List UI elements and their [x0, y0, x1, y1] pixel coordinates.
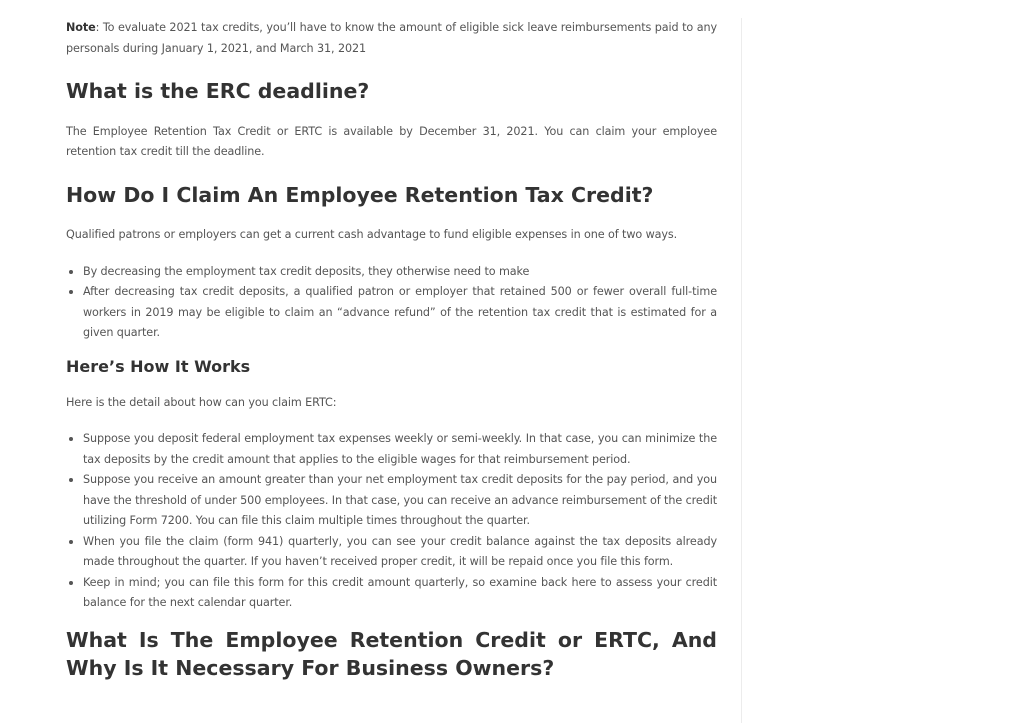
note-paragraph [66, 18, 717, 59]
how-it-works-list [66, 429, 717, 614]
how-to-claim-paragraph: Qualified patrons or employers can get a current cash advantage to fund eligible expenses in one of two ways. [66, 228, 678, 241]
list-item: Keep in mind; you can file this form for this credit amount quarterly, so examine back here to assess your credit balance for the next calendar quarter. [83, 573, 717, 614]
erc-deadline-paragraph: The Employee Retention Tax Credit or ERTC is available by December 31, 2021. You can claim your employee retention tax credit till the deadline. [66, 124, 717, 158]
list-item: After decreasing tax credit deposits, a qualified patron or employer that retained 500 or fewer overall full-time workers in 2019 may be eligible to claim an “advance refund” of the retention tax credit that is estimated for a given quarter. [83, 282, 717, 344]
how-to-claim-list [66, 262, 717, 344]
list-item: By decreasing the employment tax credit deposits, they otherwise need to make [83, 262, 717, 283]
heading-what-is-ertc: What Is The Employee Retention Credit or ERTC, And Why Is It Necessary For Business Owners? [66, 627, 717, 680]
list-item: When you file the claim (form 941) quarterly, you can see your credit balance against the tax deposits already made throughout the quarter. If you haven’t received proper credit, it will be repaid once you file this form. [83, 532, 717, 573]
article-body [66, 16, 717, 683]
how-it-works-paragraph: Here is the detail about how can you claim ERTC: [66, 395, 337, 409]
note-label: Note [66, 21, 96, 34]
heading-how-it-works: Here’s How It Works [66, 356, 251, 376]
note-text: : To evaluate 2021 tax credits, you’ll have to know the amount of eligible sick leave reimbursements paid to any personals during January 1, 2021, and March 31, 2021 [66, 21, 717, 55]
list-item: Suppose you receive an amount greater than your net employment tax credit deposits for the pay period, and you have the threshold of under 500 employees. In that case, you can receive an advance reimbursement of the credit utilizing Form 7200. You can file this claim multiple times throughout the quarter. [83, 470, 717, 532]
heading-how-to-claim: How Do I Claim An Employee Retention Tax Credit? [66, 182, 654, 207]
list-item: Suppose you deposit federal employment tax expenses weekly or semi-weekly. In that case, you can minimize the tax deposits by the credit amount that applies to the eligible wages for that reimbursement period. [83, 429, 717, 470]
sidebar-divider [741, 18, 742, 723]
heading-erc-deadline: What is the ERC deadline? [66, 79, 370, 103]
